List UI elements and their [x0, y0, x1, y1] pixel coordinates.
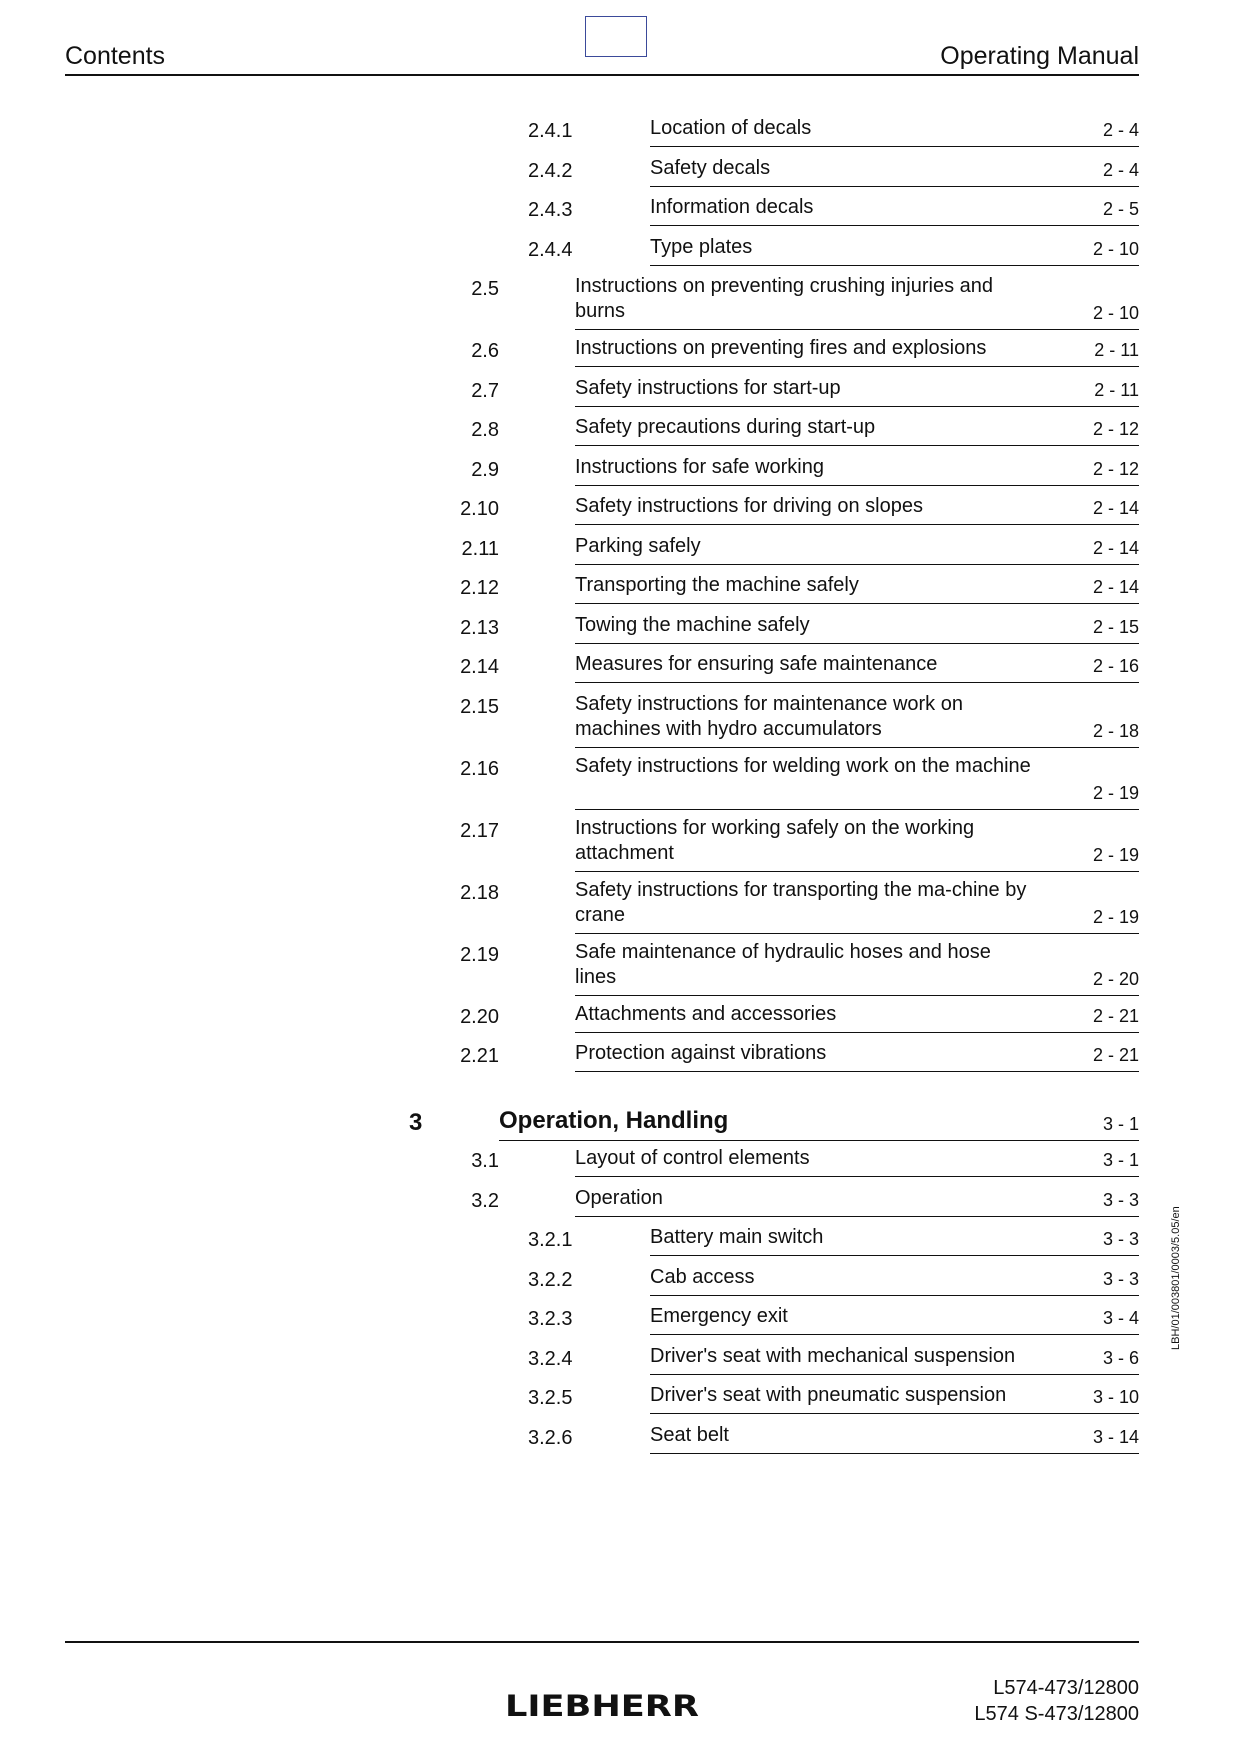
- toc-entry-page: 3 - 3: [1102, 1229, 1139, 1249]
- toc-entry-title-text: Operation: [575, 1186, 663, 1209]
- toc-entry-title-text: Instructions for working safely on the working attachment: [575, 816, 975, 864]
- toc-entry-page: 3 - 1: [1102, 1150, 1139, 1170]
- toc-entry-title: [499, 1107, 1139, 1141]
- toc-entry-number: 2.16: [460, 757, 499, 780]
- toc-entry-number: 3.2: [471, 1189, 499, 1212]
- toc-entry-page: 2 - 15: [1092, 616, 1139, 637]
- toc-entry-title: [575, 376, 1139, 407]
- toc-entry-title-text: Layout of control elements: [575, 1147, 810, 1169]
- toc-entry-number: 2.19: [460, 943, 499, 966]
- toc-entry-title-text: Information decals: [650, 196, 814, 218]
- toc-entry-title-text: Towing the machine safely: [575, 613, 810, 636]
- footer-model-line1: L574-473/12800: [993, 1677, 1139, 1699]
- toc-entry-number: 2.20: [460, 1005, 499, 1028]
- toc-entry-page: 2 - 19: [1092, 844, 1139, 865]
- toc-entry-title: [575, 940, 1139, 996]
- toc-entry-title-text: Seat belt: [650, 1423, 729, 1446]
- toc-entry-page: 2 - 16: [1092, 656, 1139, 676]
- toc-entry-title: [650, 1304, 1139, 1335]
- toc-entry-page: 2 - 4: [1102, 120, 1139, 140]
- toc-entry-number: 3.2.5: [528, 1387, 573, 1409]
- toc-entry-title: [575, 1002, 1139, 1033]
- toc-entry-page: 2 - 10: [1092, 303, 1139, 323]
- toc-entry-title: [575, 1186, 1139, 1217]
- toc-entry-number: 2.11: [461, 537, 499, 560]
- toc-entry-title: [575, 1041, 1139, 1072]
- toc-entry-page: 2 - 20: [1092, 968, 1139, 989]
- toc-entry-title-text: Safety instructions for start-up: [575, 376, 841, 399]
- toc-entry-page: 2 - 14: [1092, 577, 1139, 597]
- toc-entry-title: [650, 1225, 1139, 1256]
- toc-entry-title: [575, 455, 1139, 486]
- toc-entry-title: [650, 1383, 1139, 1414]
- toc-entry-number: 2.21: [460, 1045, 499, 1067]
- toc-entry-title-text: Safe maintenance of hydraulic hoses and hose lines: [575, 940, 991, 988]
- toc-entry-title: [575, 274, 1139, 330]
- toc-entry-page: 2 - 14: [1092, 537, 1139, 558]
- toc-entry-title-text: Safety instructions for maintenance work on machines with hydro accumulators: [575, 692, 963, 740]
- toc-entry-number: 2.18: [460, 881, 499, 904]
- toc-entry-page: 2 - 4: [1102, 159, 1139, 180]
- toc-entry-number: 3.2.1: [528, 1229, 573, 1251]
- toc-entry-page: 2 - 12: [1092, 458, 1139, 479]
- toc-entry-number: 2.17: [460, 819, 499, 842]
- toc-entry-page: 3 - 4: [1102, 1308, 1139, 1328]
- toc-entry-title-text: Transporting the machine safely: [575, 574, 859, 596]
- toc-entry-title: [575, 613, 1139, 644]
- toc-entry-title-text: Emergency exit: [650, 1305, 788, 1327]
- header-title-left: Contents: [65, 42, 166, 70]
- toc-entry-page: 3 - 3: [1102, 1268, 1139, 1289]
- toc-entry-number: 2.6: [471, 340, 499, 362]
- toc-entry-title: [575, 652, 1139, 683]
- toc-entry-title: [650, 235, 1139, 266]
- toc-entry-number: 2.12: [460, 577, 499, 599]
- toc-entry-title-text: Location of decals: [650, 117, 812, 139]
- toc-entry-title: [575, 878, 1139, 934]
- liebherr-logo: [503, 1690, 701, 1720]
- toc-entry-title-text: Instructions on preventing fires and explosions: [575, 337, 987, 359]
- toc-entry-page: 2 - 21: [1092, 1005, 1139, 1026]
- toc-entry-page: 3 - 6: [1102, 1347, 1139, 1368]
- toc-entry-number: 2.4.2: [528, 159, 573, 182]
- toc-entry-title-text: Parking safely: [575, 534, 701, 557]
- toc-entry-title-text: Attachments and accessories: [575, 1002, 837, 1025]
- toc-entry-page: 3 - 1: [1102, 1113, 1139, 1134]
- toc-entry-number: 2.9: [471, 458, 499, 481]
- toc-entry-title: [575, 415, 1139, 446]
- toc-entry-page: 3 - 10: [1092, 1387, 1139, 1407]
- toc-entry-title-text: Safety precautions during start-up: [575, 416, 876, 438]
- toc-entry-title-text: Battery main switch: [650, 1226, 824, 1248]
- toc-entry-page: 2 - 19: [1092, 906, 1139, 927]
- toc-entry-number: 3.2.6: [528, 1426, 573, 1449]
- toc-entry-title-text: Operation, Handling: [499, 1106, 729, 1134]
- toc-entry-number: 3.2.2: [528, 1268, 573, 1291]
- toc-entry-page: 2 - 11: [1094, 379, 1139, 400]
- toc-entry-number: 3.1: [471, 1150, 499, 1172]
- toc-entry-title: [575, 336, 1139, 367]
- toc-entry-title-text: Driver's seat with mechanical suspension: [650, 1344, 1016, 1367]
- toc-entry-title-text: Cab access: [650, 1265, 755, 1288]
- toc-entry-title: [575, 534, 1139, 565]
- toc-entry-title-text: Driver's seat with pneumatic suspension: [650, 1384, 1007, 1406]
- toc-entry-title: [575, 573, 1139, 604]
- footer-rule: [65, 1641, 1139, 1643]
- toc-entry-title: [575, 754, 1139, 810]
- toc-entry-title: [575, 692, 1139, 748]
- toc-entry-title: [650, 195, 1139, 226]
- toc-entry-title-text: Instructions on preventing crushing injuries and burns: [575, 275, 994, 322]
- toc-entry-number: 2.5: [471, 278, 499, 300]
- footer-model-line2: L574 S-473/12800: [974, 1703, 1139, 1725]
- toc-entry-title-text: Safety instructions for driving on slopes: [575, 495, 923, 517]
- svg-text:LIEBHERR: LIEBHERR: [505, 1690, 699, 1720]
- toc-entry-page: 2 - 10: [1092, 238, 1139, 259]
- toc-entry-number: 3: [409, 1108, 423, 1136]
- toc-entry-number: 2.15: [460, 695, 499, 718]
- toc-entry-title-text: Safety instructions for transporting the ma-chine by crane: [575, 878, 1027, 926]
- toc-entry-title: [575, 1146, 1139, 1177]
- toc-entry-page: 2 - 12: [1092, 419, 1139, 439]
- toc-entry-number: 2.4.3: [528, 199, 573, 221]
- toc-entry-number: 2.4.1: [528, 120, 573, 142]
- toc-entry-page: 2 - 19: [1092, 782, 1139, 803]
- footer-model: [974, 1675, 1139, 1727]
- toc-entry-page: 3 - 14: [1092, 1426, 1139, 1447]
- toc-entry-number: 2.8: [471, 419, 499, 441]
- toc-entry-number: 3.2.4: [528, 1347, 573, 1370]
- toc-entry-number: 2.13: [460, 616, 499, 639]
- toc-entry-title: [650, 116, 1139, 147]
- document-code: LBH/01/003801/0003/5.05/en: [1170, 1206, 1182, 1350]
- header-title-right: Operating Manual: [940, 42, 1139, 70]
- toc-entry-page: 2 - 11: [1094, 340, 1139, 360]
- toc-entry-title: [650, 1423, 1139, 1454]
- toc-entry-title-text: Type plates: [650, 235, 753, 258]
- toc-entry-number: 2.10: [460, 498, 499, 520]
- toc-entry-page: 2 - 14: [1092, 498, 1139, 518]
- toc-entry-title: [650, 1265, 1139, 1296]
- toc-entry-page: 2 - 18: [1092, 720, 1139, 741]
- toc-entry-page: 2 - 21: [1092, 1045, 1139, 1065]
- toc-entry-number: 3.2.3: [528, 1308, 573, 1330]
- header-rule: [65, 74, 1139, 76]
- toc-entry-title: [650, 1344, 1139, 1375]
- toc-entry-number: 2.4.4: [528, 238, 573, 261]
- toc-entry-number: 2.7: [471, 379, 499, 402]
- toc-entry-title: [575, 494, 1139, 525]
- toc-entry-number: 2.14: [460, 656, 499, 678]
- toc-entry-title-text: Measures for ensuring safe maintenance: [575, 653, 938, 675]
- toc-entry-title-text: Protection against vibrations: [575, 1042, 827, 1064]
- toc-entry-title: [650, 156, 1139, 187]
- toc-entry-title-text: Safety decals: [650, 156, 771, 179]
- toc-entry-title: [575, 816, 1139, 872]
- toc-entry-page: 2 - 5: [1102, 199, 1139, 219]
- toc-entry-page: 3 - 3: [1102, 1189, 1139, 1210]
- toc-entry-title-text: Safety instructions for welding work on the machine: [575, 754, 1031, 777]
- toc-entry-title-text: Instructions for safe working: [575, 455, 824, 478]
- header-box: [585, 16, 647, 57]
